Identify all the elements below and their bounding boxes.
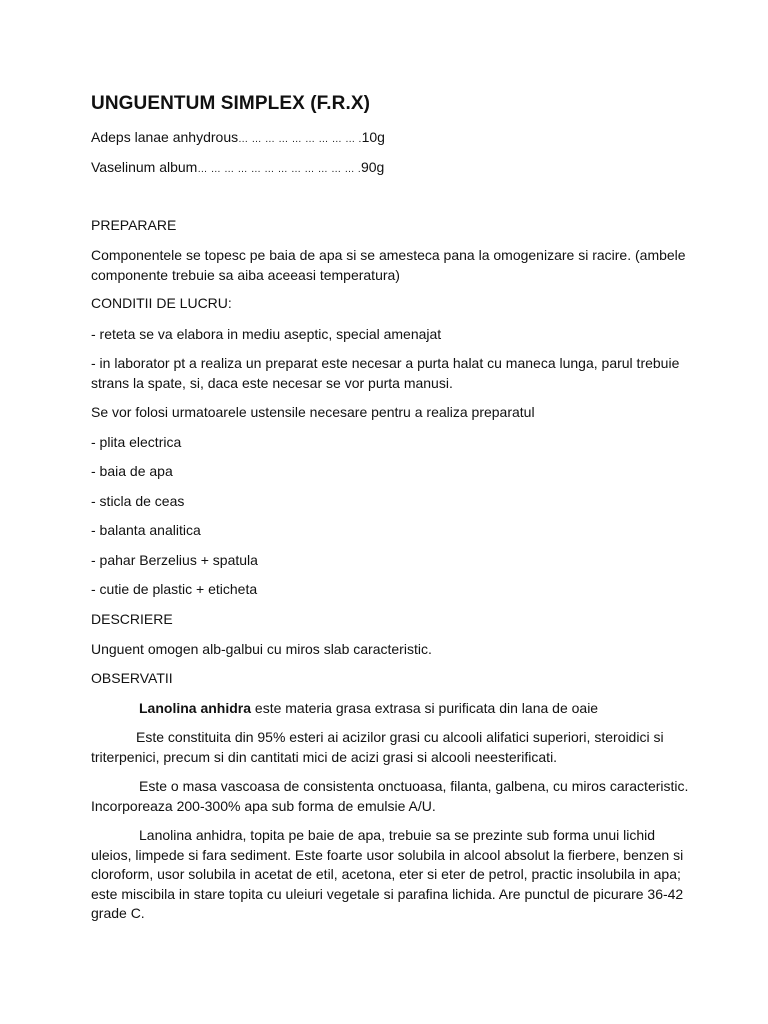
observatii-p3-text: Este o masa vascoasa de consistenta onctuoasa, filanta, galbena, cu miros caracteristic. Incorporeaza 200-300% apa sub forma de emulsie A/U. xyxy=(91,778,689,814)
ustensile-item: - pahar Berzelius + spatula xyxy=(91,552,258,568)
ingredient-amount: 10g xyxy=(361,129,385,145)
observatii-p1-text: este materia grasa extrasa si purificata din lana de oaie xyxy=(251,700,599,716)
preparare-text: Componentele se topesc pe baia de apa si se amesteca pana la omogenizare si racire. (ambele componente trebuie sa aiba aceeasi temperatura) xyxy=(91,247,686,283)
conditii-item: - in laborator pt a realiza un preparat este necesar a purta halat cu maneca lunga, parul trebuie strans la spate, si, daca este necesar se vor purta manusi. xyxy=(91,355,680,391)
descriere-text: Unguent omogen alb-galbui cu miros slab caracteristic. xyxy=(91,641,432,657)
ustensile-item: - cutie de plastic + eticheta xyxy=(91,581,258,597)
section-heading-preparare: PREPARARE xyxy=(91,217,177,233)
observatii-paragraph xyxy=(91,699,598,718)
observatii-bold-term: Lanolina anhidra xyxy=(139,700,252,716)
ingredient-amount: 90g xyxy=(360,159,385,175)
observatii-p2-text: Este constituita din 95% esteri ai acizilor grasi cu alcooli alifatici superiori, steroidici si triterpenici, precum si din cantitati mici de acizi grasi si alcooli neesterificati. xyxy=(91,729,664,765)
ingredient-dots: … … … … … … … … … . xyxy=(238,134,362,145)
ingredient-dots: … … … … … … … … … … … … . xyxy=(197,164,361,175)
document-title: UNGUENTUM SIMPLEX (F.R.X) xyxy=(91,93,371,114)
section-heading-descriere: DESCRIERE xyxy=(91,611,173,627)
observatii-paragraph xyxy=(91,777,691,816)
observatii-p4-text: Lanolina anhidra, topita pe baie de apa, trebuie sa se prezinte sub forma unui lichid uleios, limpede si fara sediment. Este foarte usor solubila in alcool absolut la fierbere, benzen si cloroform, usor solubila in acetat de etil, acetona, eter si eter de petrol, practic insolubila in apa; este miscibila in stare topita cu uleiuri vegetale si parafina lichida. Are punctul de picurare 36-42 grade C. xyxy=(91,827,684,921)
ustensile-item: - sticla de ceas xyxy=(91,493,185,509)
observatii-paragraph xyxy=(91,728,691,767)
observatii-paragraph xyxy=(91,826,691,924)
ingredient-name: Adeps lanae anhydrous xyxy=(91,129,239,145)
ustensile-item: - plita electrica xyxy=(91,434,182,450)
section-heading-observatii: OBSERVATII xyxy=(91,670,173,686)
ustensile-item: - baia de apa xyxy=(91,463,173,479)
section-heading-conditii: CONDITII DE LUCRU: xyxy=(91,295,232,311)
ingredient-name: Vaselinum album xyxy=(91,159,198,175)
ingredient-line xyxy=(91,158,384,179)
ustensile-item: - balanta analitica xyxy=(91,522,201,538)
ustensile-intro: Se vor folosi urmatoarele ustensile necesare pentru a realiza preparatul xyxy=(91,404,535,420)
conditii-item: - reteta se va elabora in mediu aseptic, special amenajat xyxy=(91,326,442,342)
ingredient-line xyxy=(91,128,385,149)
